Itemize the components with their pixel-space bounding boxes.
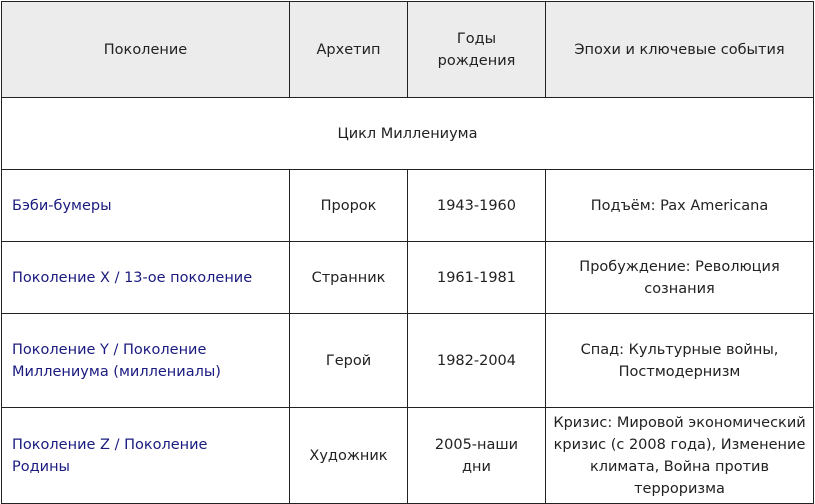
events-cell: [546, 314, 814, 408]
generation-cell: [2, 408, 290, 504]
years-text: 2005-наши дни: [434, 436, 519, 475]
years-cell: 1961-1981: [408, 242, 546, 314]
archetype-cell: Странник: [290, 242, 408, 314]
events-text: Пробуждение: Революция сознания: [579, 258, 780, 297]
generation-cell: Поколение X / 13-ое поколение: [2, 242, 290, 314]
years-cell: 1982-2004: [408, 314, 546, 408]
header-generation: Поколение: [2, 2, 290, 98]
header-eras-events: Эпохи и ключевые события: [546, 2, 814, 98]
table-body: [2, 98, 814, 504]
section-title: Цикл Миллениума: [2, 98, 814, 170]
table-row: [2, 408, 814, 504]
events-text: Спад: Культурные войны, Постмодернизм: [580, 341, 779, 380]
generations-table: [1, 1, 814, 504]
header-birth-years-label: Годы рождения: [437, 30, 516, 69]
header-row: [2, 2, 814, 98]
table-row: [2, 170, 814, 242]
archetype-cell: Пророк: [290, 170, 408, 242]
generation-text: Поколение Z / Поколение Родины: [12, 436, 208, 475]
archetype-cell: Художник: [290, 408, 408, 504]
events-cell: Кризис: Мировой экономический кризис (с 2008 года), Изменение климата, Война против терроризма: [546, 408, 814, 504]
events-cell: Подъём: Pax Americana: [546, 170, 814, 242]
section-row: [2, 98, 814, 170]
years-cell: [408, 408, 546, 504]
archetype-cell: Герой: [290, 314, 408, 408]
table-header: [2, 2, 814, 98]
generation-cell: [2, 314, 290, 408]
header-archetype: Архетип: [290, 2, 408, 98]
years-cell: 1943-1960: [408, 170, 546, 242]
header-birth-years: [408, 2, 546, 98]
table-row: [2, 242, 814, 314]
generation-text: Поколение Y / Поколение Миллениума (миллениалы): [12, 341, 221, 380]
table-row: [2, 314, 814, 408]
events-cell: [546, 242, 814, 314]
generation-cell: Бэби-бумеры: [2, 170, 290, 242]
